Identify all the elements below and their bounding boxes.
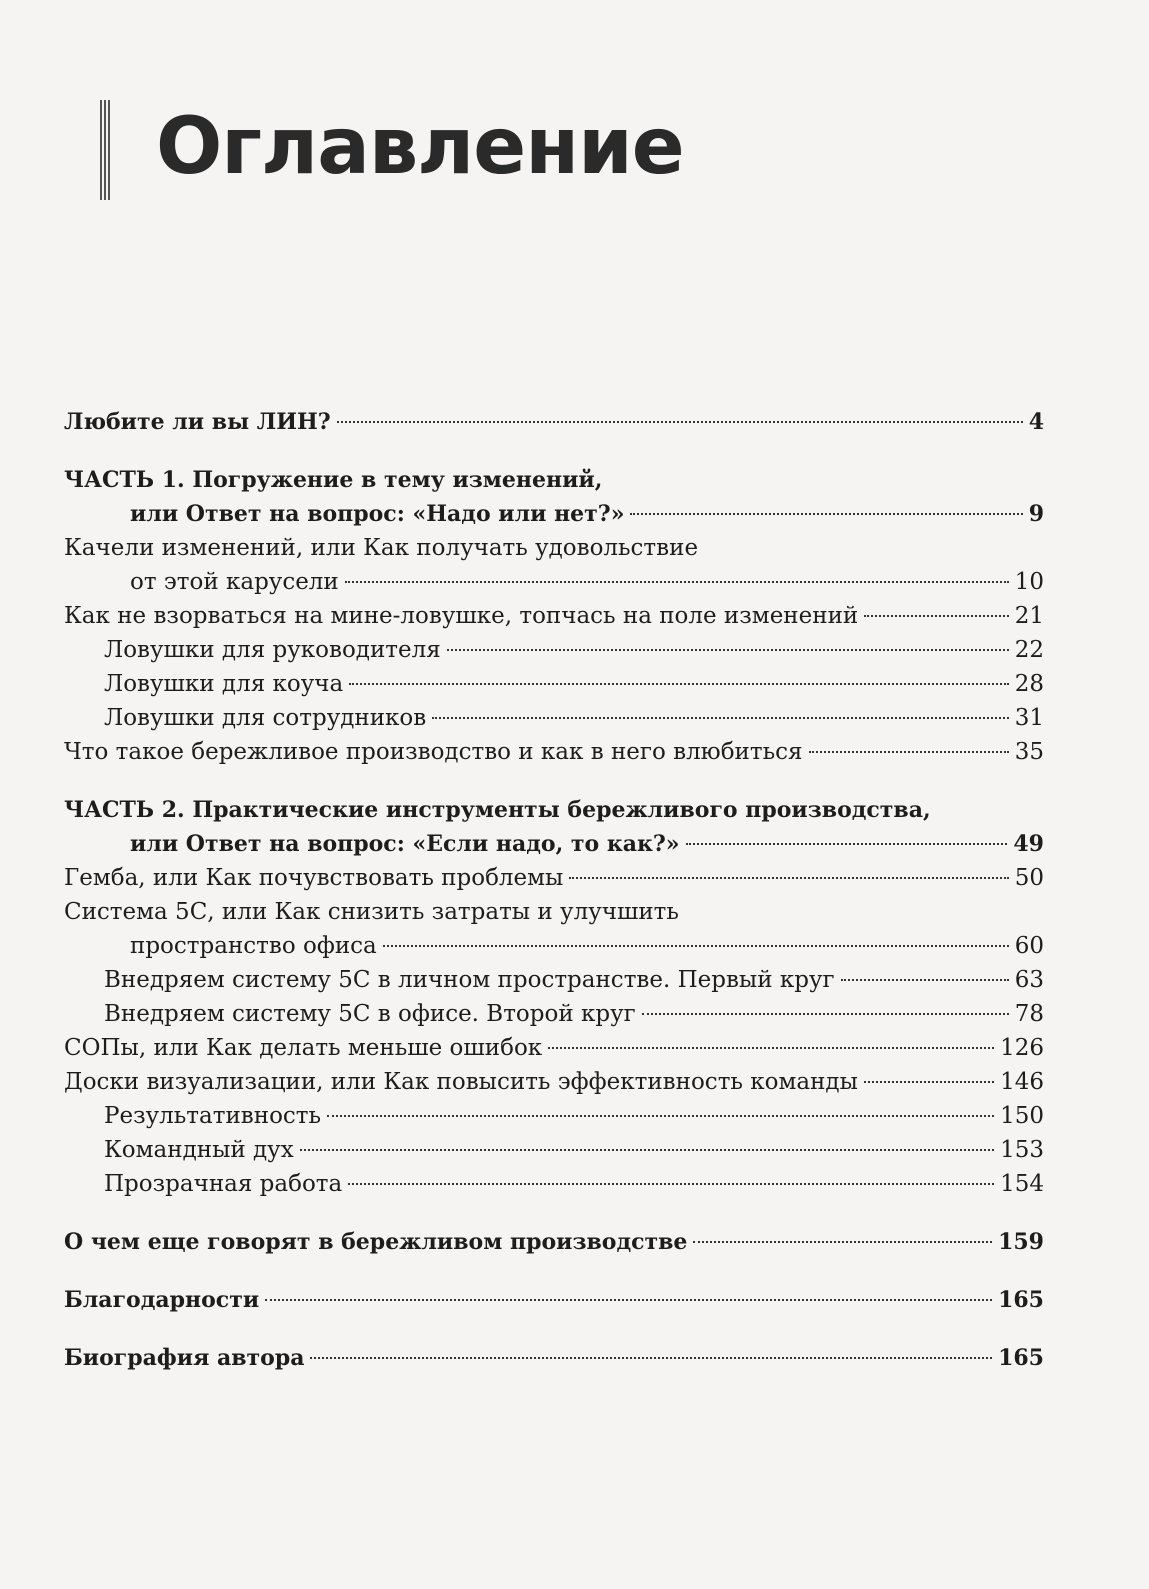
toc-entry-label-line1[interactable]: ЧАСТЬ 1. Погружение в тему изменений, [64,467,603,493]
toc-entry-label: Что такое бережливое производство и как в него влюбиться [64,739,803,765]
toc-entry[interactable] [64,861,1044,895]
toc-entry-label: Благодарности [64,1287,260,1313]
toc-entry[interactable] [64,1283,1044,1317]
toc-leader-dots [864,615,1008,617]
toc-leader-dots [693,1241,992,1243]
toc-entry-label: Доски визуализации, или Как повысить эффективность команды [64,1069,858,1095]
toc-leader-dots [548,1047,994,1049]
toc-entry[interactable] [64,963,1044,997]
toc-entry-label-line1[interactable]: ЧАСТЬ 2. Практические инструменты бережливого производства, [64,797,931,823]
toc-entry[interactable] [64,1341,1044,1375]
toc-entry-page: 146 [1000,1069,1044,1095]
toc-entry-page: 21 [1014,603,1044,629]
toc-entry-page: 165 [998,1287,1044,1313]
toc-entry-label: Биография автора [64,1345,305,1371]
table-of-contents [64,405,1044,1375]
toc-leader-dots [310,1357,992,1359]
toc-entry-page: 165 [998,1345,1044,1371]
toc-entry[interactable] [64,997,1044,1031]
toc-entry-label-line1[interactable]: Качели изменений, или Как получать удовольствие [64,535,699,561]
toc-entry-label: или Ответ на вопрос: «Надо или нет?» [130,501,625,527]
toc-leader-dots [686,843,1008,845]
toc-entry-label: Прозрачная работа [104,1171,343,1197]
toc-entry-label: Внедряем систему 5С в личном пространстве. Первый круг [104,967,835,993]
toc-entry[interactable] [64,497,1044,531]
toc-entry[interactable] [64,1065,1044,1099]
toc-entry[interactable] [64,1031,1044,1065]
toc-entry-page: 153 [1000,1137,1044,1163]
toc-entry-label: Результативность [104,1103,322,1129]
toc-entry-label: О чем еще говорят в бережливом производстве [64,1229,688,1255]
toc-leader-dots [630,513,1022,515]
toc-entry[interactable] [64,1167,1044,1201]
toc-entry[interactable] [64,633,1044,667]
toc-entry[interactable] [64,929,1044,963]
toc-entry[interactable] [64,667,1044,701]
toc-entry-page: 50 [1014,865,1044,891]
toc-entry[interactable] [64,735,1044,769]
toc-entry-label: или Ответ на вопрос: «Если надо, то как?» [130,831,680,857]
toc-leader-dots [447,649,1009,651]
toc-entry-page: 31 [1014,705,1044,731]
toc-entry-label: Ловушки для сотрудников [104,705,427,731]
toc-entry-page: 4 [1028,409,1044,435]
toc-entry-page: 9 [1028,501,1044,527]
toc-leader-dots [345,581,1009,583]
toc-entry-label: Командный дух [104,1137,294,1163]
toc-leader-dots [383,945,1009,947]
toc-leader-dots [265,1299,992,1301]
toc-leader-dots [864,1081,994,1083]
toc-entry-page: 28 [1014,671,1044,697]
toc-entry-page: 60 [1014,933,1044,959]
toc-entry-label: Как не взорваться на мине-ловушке, топчась на поле изменений [64,603,859,629]
toc-entry-label: Ловушки для коуча [104,671,344,697]
toc-entry[interactable] [64,565,1044,599]
toc-entry-label: СОПы, или Как делать меньше ошибок [64,1035,543,1061]
title-decoration-bar [100,100,112,200]
toc-entry[interactable] [64,1133,1044,1167]
toc-leader-dots [809,751,1009,753]
toc-entry-label: пространство офиса [130,933,377,959]
toc-leader-dots [348,1183,994,1185]
toc-entry-page: 49 [1013,831,1044,857]
toc-leader-dots [337,421,1023,423]
toc-entry[interactable] [64,599,1044,633]
toc-entry[interactable] [64,701,1044,735]
toc-leader-dots [300,1149,994,1151]
toc-entry-page: 63 [1014,967,1044,993]
toc-entry[interactable] [64,1225,1044,1259]
toc-leader-dots [432,717,1009,719]
toc-leader-dots [349,683,1009,685]
toc-entry-page: 126 [1000,1035,1044,1061]
toc-leader-dots [327,1115,994,1117]
toc-entry-page: 22 [1014,637,1044,663]
toc-entry-page: 35 [1014,739,1044,765]
toc-entry-page: 154 [1000,1171,1044,1197]
toc-entry-label: Ловушки для руководителя [104,637,441,663]
toc-entry-page: 150 [1000,1103,1044,1129]
toc-entry-label-line1[interactable]: Система 5С, или Как снизить затраты и улучшить [64,899,679,925]
toc-leader-dots [569,877,1008,879]
toc-entry[interactable] [64,827,1044,861]
toc-entry-page: 159 [998,1229,1044,1255]
toc-entry-label: Внедряем систему 5С в офисе. Второй круг [104,1001,636,1027]
toc-entry-page: 10 [1014,569,1044,595]
toc-entry[interactable] [64,1099,1044,1133]
toc-entry-page: 78 [1014,1001,1044,1027]
toc-leader-dots [642,1013,1009,1015]
toc-leader-dots [841,979,1009,981]
toc-entry-label: Любите ли вы ЛИН? [64,409,331,435]
toc-entry-label: от этой карусели [130,569,339,595]
page-title: Оглавление [156,102,684,192]
toc-entry-label: Гемба, или Как почувствовать проблемы [64,865,564,891]
toc-entry[interactable] [64,405,1044,439]
